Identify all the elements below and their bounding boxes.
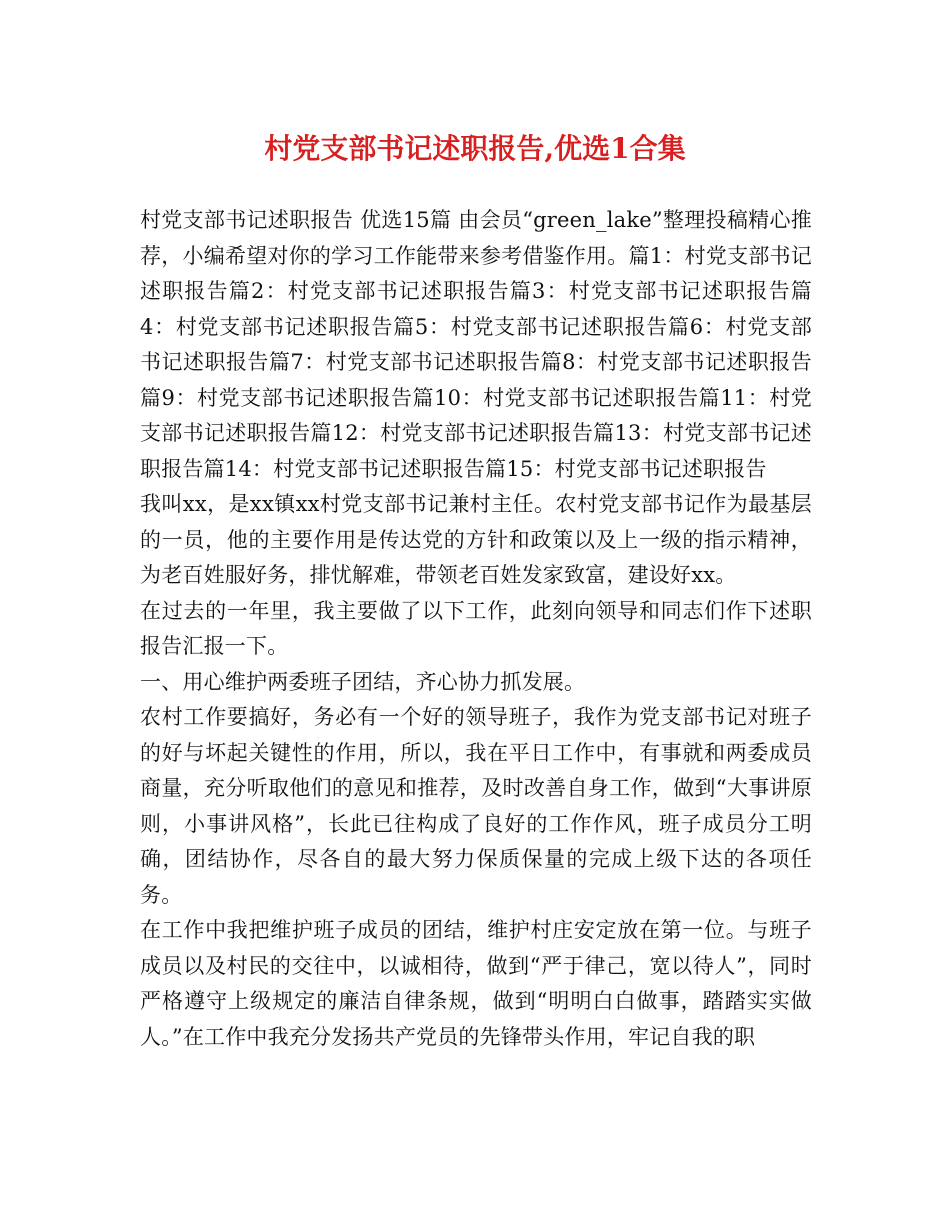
section-heading-one: 一、用心维护两委班子团结，齐心协力抓发展。 — [140, 669, 586, 694]
paragraph-leadership: 农村工作要搞好，务必有一个好的领导班子，我作为党支部书记对班子的好与坏起关键性的作用，所以，我在平日工作中，有事就和两委成员商量，充分听取他们的意见和推荐，及时改善自身工作，做到“大事讲原则，小事讲风格”，长此已往构成了良好的工作作风，班子成员分工明确，团结协作，尽各自的最大努力保质保量的完成上级下达的各项任务。 — [140, 705, 812, 907]
document-body — [140, 203, 812, 1055]
paragraph-past-year: 在过去的一年里，我主要做了以下工作，此刻向领导和同志们作下述职报告汇报一下。 — [140, 598, 812, 658]
paragraph-unity: 在工作中我把维护班子成员的团结，维护村庄安定放在第一位。与班子成员以及村民的交往中，以诚相待，做到“严于律己，宽以待人”，同时严格遵守上级规定的廉洁自律条规，做到“明明白白做事，踏踏实实做人。”在工作中我充分发扬共产党员的先锋带头作用，牢记自我的职 — [140, 918, 812, 1049]
paragraph-intro: 村党支部书记述职报告 优选15篇 由会员“green_lake”整理投稿精心推荐，小编希望对你的学习工作能带来参考借鉴作用。篇1：村党支部书记述职报告篇2：村党支部书记述职报告篇3：村党支部书记述职报告篇4：村党支部书记述职报告篇5：村党支部书记述职报告篇6：村党支部书记述职报告篇7：村党支部书记述职报告篇8：村党支部书记述职报告篇9：村党支部书记述职报告篇10：村党支部书记述职报告篇11：村党支部书记述职报告篇12：村党支部书记述职报告篇13：村党支部书记述职报告篇14：村党支部书记述职报告篇15：村党支部书记述职报告 — [140, 208, 812, 481]
paragraph-self-intro: 我叫xx，是xx镇xx村党支部书记兼村主任。农村党支部书记作为最基层的一员，他的主要作用是传达党的方针和政策以及上一级的指示精神，为老百姓服好务，排忧解难，带领老百姓发家致富，建设好xx。 — [140, 492, 812, 587]
document-title: 村党支部书记述职报告,优选1合集 — [264, 132, 686, 165]
